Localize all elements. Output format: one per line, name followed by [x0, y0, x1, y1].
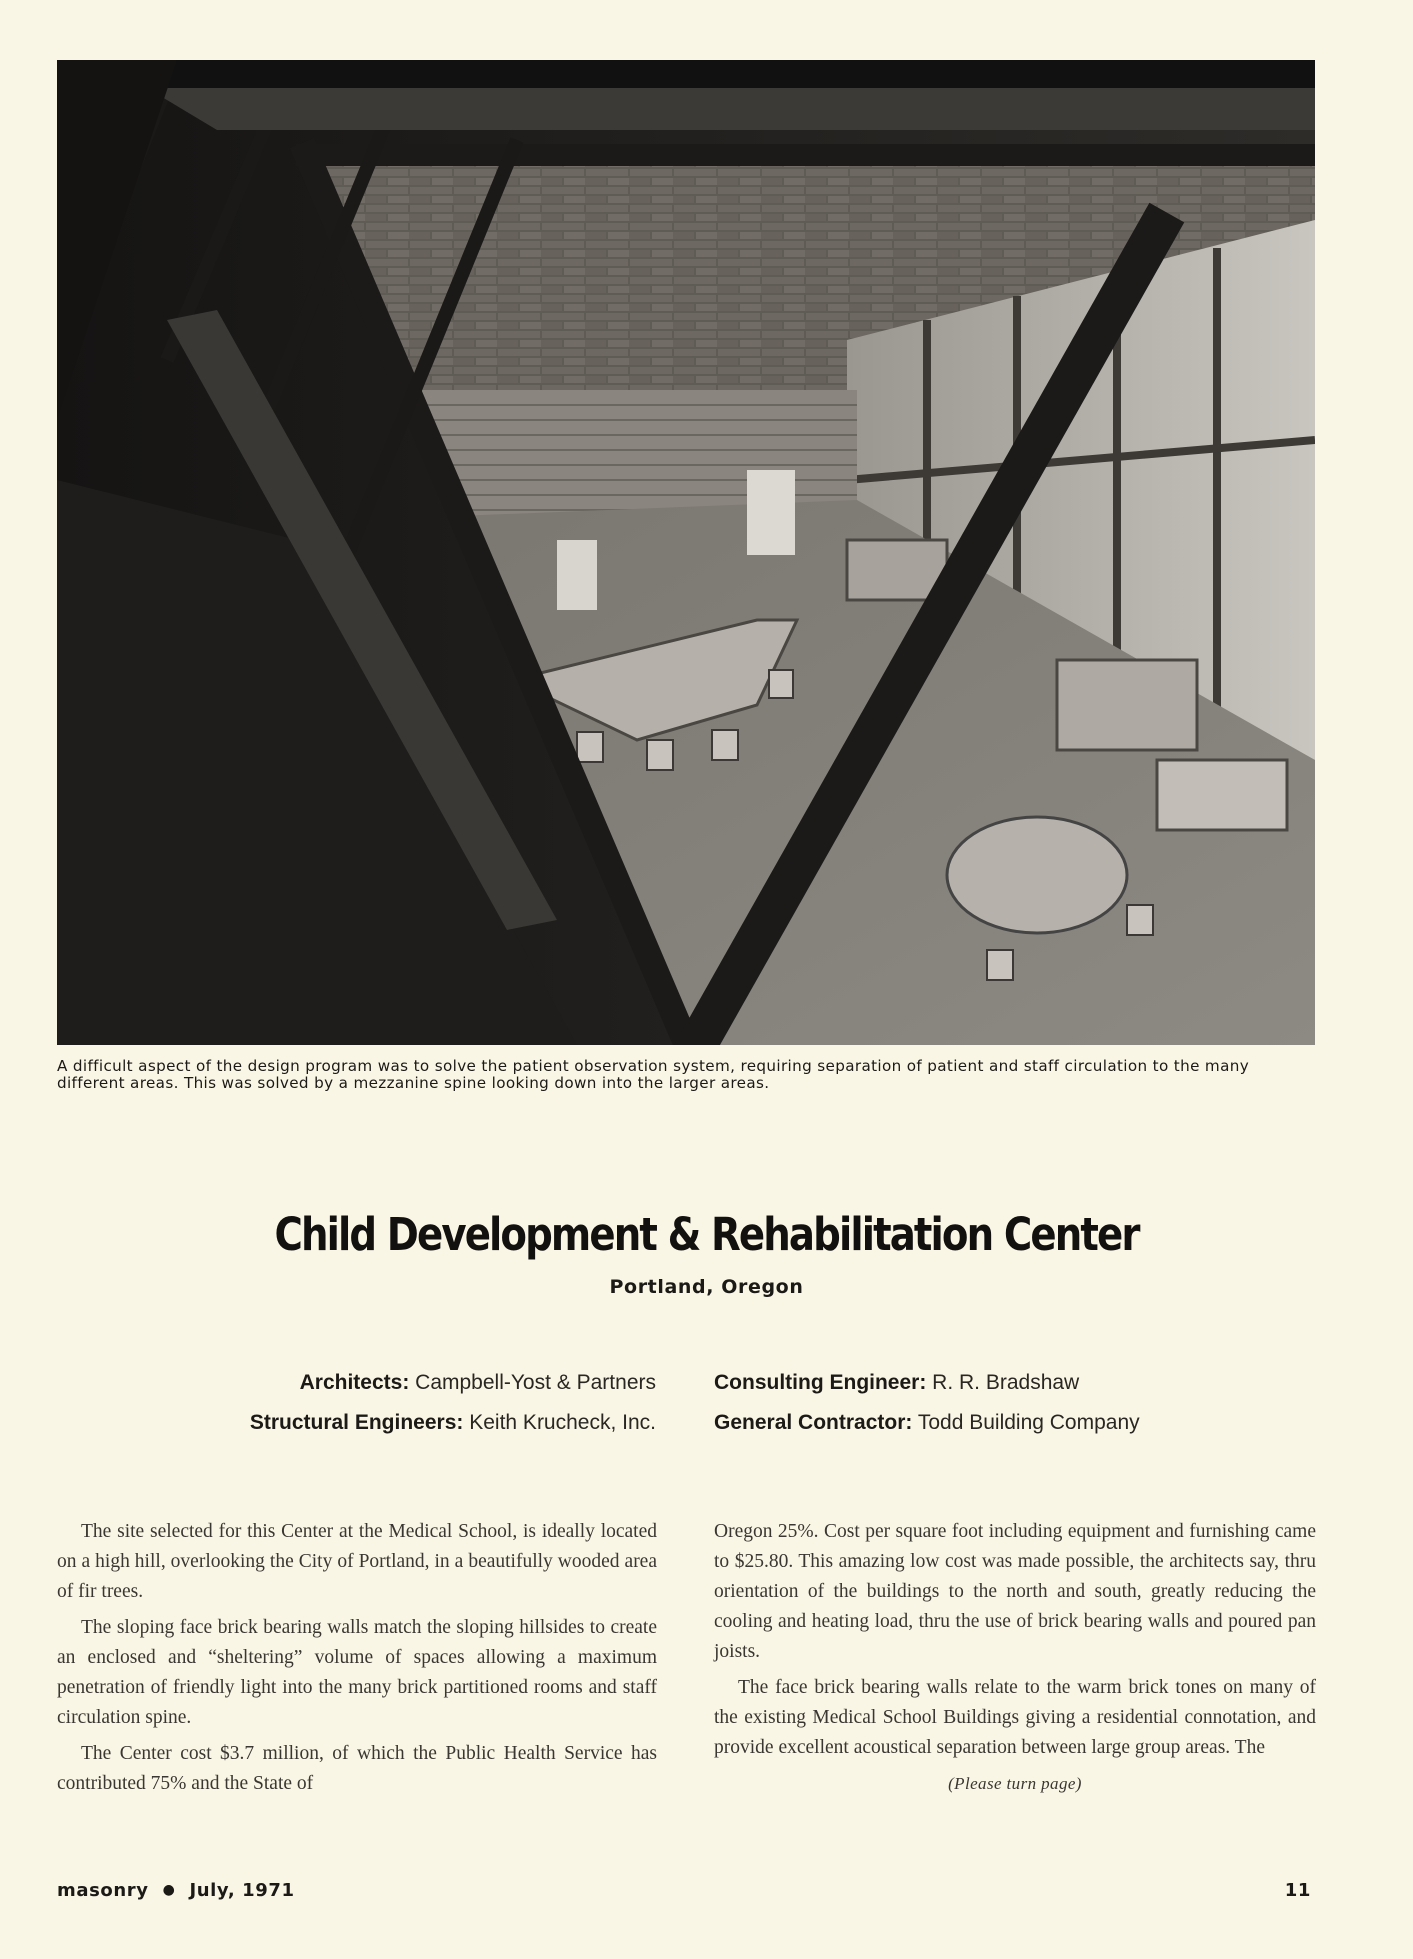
credit-role: Architects: [299, 1371, 410, 1394]
body-paragraph: The sloping face brick bearing walls match the sloping hillsides to create an enclosed and “sheltering” volume of spaces allowing a maximum penetration of friendly light into the many brick partitioned rooms and staff circulation spine. [57, 1617, 657, 1728]
body-paragraph: The Center cost $3.7 million, of which the Public Health Service has contributed 75% and the State of [57, 1743, 657, 1794]
body-column-left [57, 1517, 657, 1805]
credit-name: Todd Building Company [917, 1411, 1140, 1434]
body-column-right [714, 1517, 1316, 1799]
credit-general-contractor [714, 1403, 1140, 1443]
publication-name: masonry [57, 1880, 149, 1901]
credit-structural-engineers [250, 1403, 656, 1443]
credit-architects [250, 1363, 656, 1403]
page-number: 11 [1284, 1880, 1311, 1901]
footer-publication-line [57, 1880, 295, 1901]
credits-left [250, 1363, 656, 1443]
turn-page-note: (Please turn page) [948, 1774, 1082, 1793]
body-paragraph: The face brick bearing walls relate to the warm brick tones on many of the existing Medical School Buildings giving a residential connotation, and provide excellent acoustical separation between large group areas. The [714, 1677, 1316, 1758]
credit-name: Keith Krucheck, Inc. [469, 1411, 656, 1434]
article-title: Child Development & Rehabilitation Center [274, 1208, 1139, 1261]
credits-right [714, 1363, 1140, 1443]
article-location: Portland, Oregon [609, 1276, 804, 1298]
credit-role: General Contractor: [714, 1411, 913, 1434]
credit-role: Structural Engineers: [249, 1411, 464, 1434]
photo-mezzanine-view [57, 60, 1315, 1045]
body-paragraph: Oregon 25%. Cost per square foot including equipment and furnishing came to $25.80. This amazing low cost was made possible, the architects say, thru orientation of the buildings to the north and south, greatly reducing the cooling and heating load, thru the use of brick bearing walls and poured pan joists. [714, 1521, 1316, 1662]
bullet-icon: ● [162, 1882, 176, 1898]
credit-name: Campbell-Yost & Partners [415, 1371, 656, 1394]
credit-consulting-engineer [714, 1363, 1140, 1403]
credit-name: R. R. Bradshaw [932, 1371, 1080, 1394]
photo-caption: A difficult aspect of the design program was to solve the patient observation system, requiring separation of patient and staff circulation to the many different areas. This was solved by a mezzanine spine looking down into the larger areas. [57, 1057, 1250, 1092]
body-paragraph: The site selected for this Center at the Medical School, is ideally located on a high hill, overlooking the City of Portland, in a beautifully wooded area of fir trees. [57, 1521, 657, 1602]
publication-date: July, 1971 [189, 1880, 295, 1901]
credit-role: Consulting Engineer: [714, 1371, 927, 1394]
